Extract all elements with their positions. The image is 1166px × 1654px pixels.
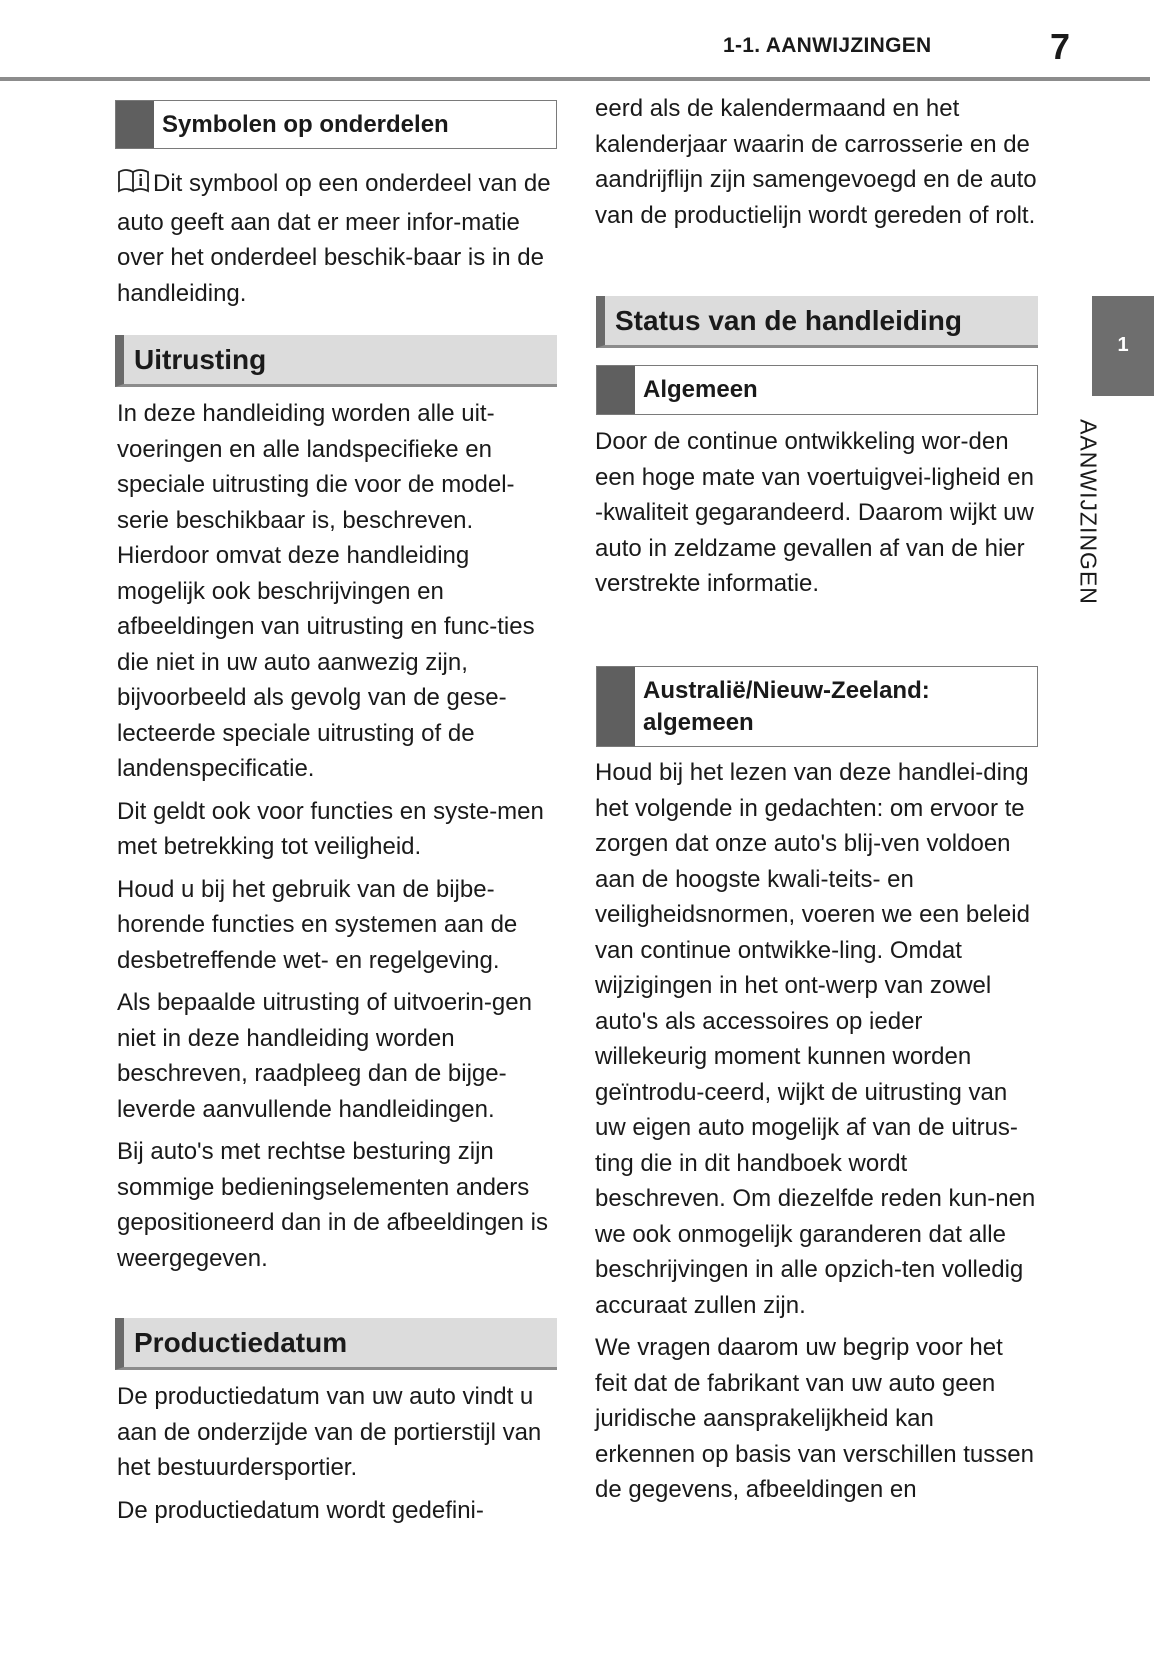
- equipment-paragraph-5: Bij auto's met rechtse besturing zijn sommige bedieningselementen anders gepositioneerd dan in de afbeeldingen is weergegeven.: [117, 1138, 549, 1272]
- equipment-paragraph-2: Dit geldt ook voor functies en syste-men met betrekking tot veiligheid.: [117, 797, 544, 860]
- general-paragraph: Door de continue ontwikkeling wor-den een hoge mate van voertuigvei-ligheid en -kwaliteit gegarandeerd. Daarom wijkt uw auto in zeldzame gevallen af van de hier verstrekte informatie.: [595, 428, 1034, 597]
- heading-marker: [597, 366, 635, 414]
- book-info-icon: [117, 168, 151, 205]
- equipment-paragraph-3: Houd u bij het gebruik van de bijbe-horende functies en systemen aan de desbetreffende wet- en regelgeving.: [117, 875, 518, 974]
- chapter-tab[interactable]: [1092, 296, 1154, 396]
- page-number: 7: [1050, 26, 1071, 67]
- au-nz-paragraph-1: Houd bij het lezen van deze handlei-ding het volgende in gedachten: om ervoor te zorgen dat onze auto's blij-ven voldoen aan de hoogste kwali-teits- en veiligheidsnormen, voeren we een beleid van continue ontwikke-ling. Omdat wijzigingen in het ont-werp van zowel auto's als accessoires op ieder willekeurig moment kunnen worden geïntrodu-ceerd, wijkt de uitrusting van uw eigen auto mogelijk af van de uitrus-ting die in dit handboek wordt beschreven. Om diezelfde reden kun-nen we ook onmogelijk garanderen dat alle beschrijvingen in alle opzich-ten volledig accuraat zullen zijn.: [595, 759, 1036, 1319]
- status-heading: Status van de handleiding: [615, 304, 962, 336]
- au-nz-heading-box: [596, 666, 1038, 747]
- heading-marker: [597, 667, 635, 746]
- section-title: 1-1. AANWIJZINGEN: [723, 34, 932, 57]
- au-nz-paragraph-2: We vragen daarom uw begrip voor het feit dat de fabrikant van uw auto geen juridische aansprakelijkheid kan erkennen op basis van verschillen tussen de gegevens, afbeeldingen en: [595, 1334, 1034, 1503]
- equipment-paragraph-4: Als bepaalde uitrusting of uitvoerin-gen niet in deze handleiding worden beschreven, raadpleeg dan de bijge-leverde aanvullende handleidingen.: [117, 989, 532, 1123]
- chapter-label: AANWIJZINGEN: [1075, 419, 1102, 605]
- production-heading: Productiedatum: [134, 1326, 348, 1358]
- symbols-paragraph: [117, 166, 557, 311]
- general-heading-box: [596, 365, 1038, 415]
- symbols-text: Dit symbool op een onderdeel van de auto geeft aan dat er meer infor-matie over het onderdeel beschik-baar is in de handleiding.: [117, 170, 551, 307]
- au-nz-heading: [643, 675, 930, 739]
- au-nz-heading-line-2: algemeen: [643, 708, 754, 736]
- equipment-heading: Uitrusting: [134, 343, 267, 375]
- symbols-heading-box: [115, 100, 557, 149]
- production-heading-bar: [115, 1318, 557, 1370]
- heading-marker: [116, 101, 154, 148]
- chapter-number: 1: [1117, 334, 1129, 356]
- au-nz-heading-line-1: Australië/Nieuw-Zeeland:: [643, 676, 930, 704]
- equipment-paragraph-1: In deze handleiding worden alle uit-voeringen en alle landspecifieke en speciale uitrusting die voor de model-serie beschikbaar is, beschreven. Hierdoor omvat deze handleiding mogelijk ook beschrijvingen en afbeeldingen van uitrusting en func-ties die niet in uw auto aanwezig zijn, bijvoorbeeld als gevolg van de gese-lecteerde speciale uitrusting of de landenspecificatie.: [117, 400, 535, 782]
- production-paragraph-2: De productiedatum wordt gedefini-: [117, 1496, 484, 1524]
- header-divider: [0, 77, 1150, 81]
- equipment-heading-bar: [115, 335, 557, 387]
- production-continued: eerd als de kalendermaand en het kalenderjaar waarin de carrosserie en de aandrijflijn zijn samengevoegd en de auto van de productielijn wordt gereden of rolt.: [595, 95, 1037, 229]
- status-heading-bar: [596, 296, 1038, 348]
- production-paragraph-1: De productiedatum van uw auto vindt u aan de onderzijde van de portierstijl van het bestuurdersportier.: [117, 1383, 542, 1481]
- general-heading: Algemeen: [643, 376, 758, 403]
- symbols-heading: Symbolen op onderdelen: [162, 110, 449, 138]
